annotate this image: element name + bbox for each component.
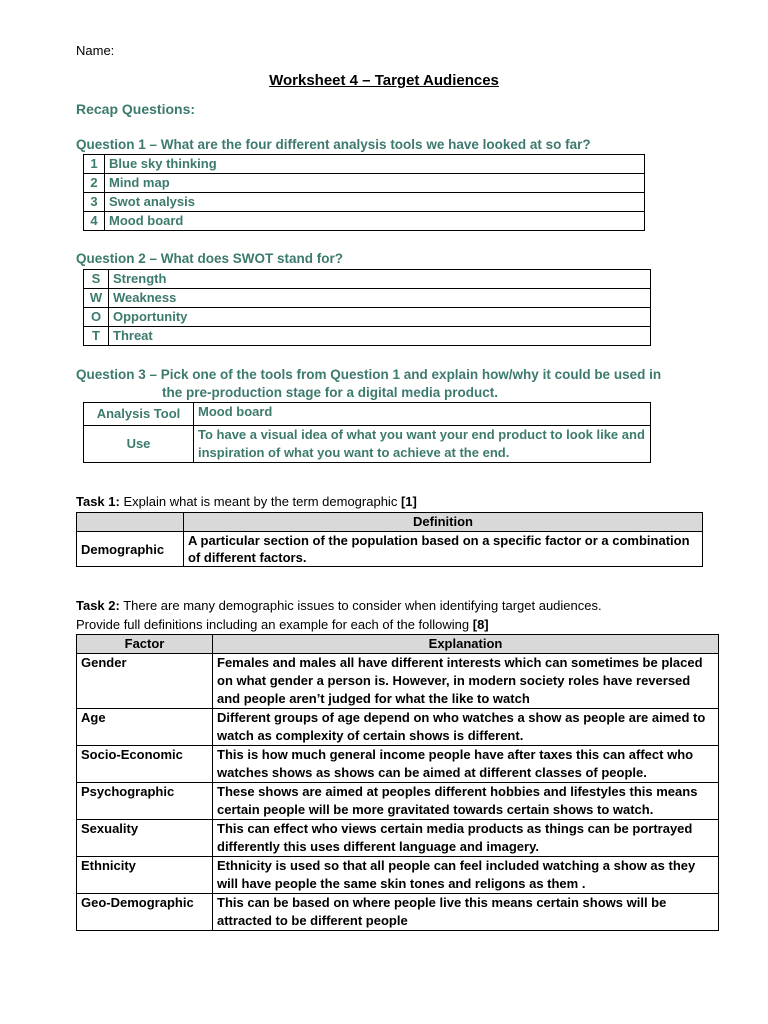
use-value: To have a visual idea of what you want your end product to look like and inspiration of what you want to achieve at the end. (194, 426, 651, 463)
table-row (84, 308, 651, 327)
factor-cell: Ethnicity (77, 857, 213, 894)
row-letter: W (84, 289, 109, 308)
row-number: 3 (84, 193, 105, 212)
question-3-table (83, 402, 651, 463)
table-row (77, 783, 719, 820)
table-row (84, 270, 651, 289)
table-row (77, 532, 703, 567)
empty-header-cell (77, 513, 184, 532)
definition-header: Definition (184, 513, 703, 532)
answer-cell: Blue sky thinking (105, 155, 645, 174)
explanation-cell: Females and males all have different interests which can sometimes be placed on what gender a person is. However, in modern society roles have reversed and people aren’t judged for what the like to watch (213, 654, 719, 709)
table-row (84, 193, 645, 212)
answer-cell: Mood board (105, 212, 645, 231)
answer-cell: Weakness (109, 289, 651, 308)
worksheet-title: Worksheet 4 – Target Audiences (269, 72, 499, 89)
explanation-cell: This can effect who views certain media products as things can be portrayed differently this uses different language and imagery. (213, 820, 719, 857)
explanation-cell: Different groups of age depend on who watches a show as people are aimed to watch as complexity of certain shows is different. (213, 709, 719, 746)
analysis-tool-value: Mood board (194, 403, 651, 426)
recap-heading: Recap Questions: (76, 101, 196, 117)
name-label: Name: (76, 43, 115, 58)
task-2-text-2: Provide full definitions including an example for each of the following (76, 617, 473, 632)
answer-cell: Mind map (105, 174, 645, 193)
factor-header: Factor (77, 635, 213, 654)
use-label: Use (84, 426, 194, 463)
table-header-row (77, 513, 703, 532)
task-1-text: Explain what is meant by the term demographic (119, 494, 401, 509)
table-row (84, 174, 645, 193)
task-1-label: Task 1: (76, 494, 120, 509)
task-1-prompt (76, 492, 417, 511)
explanation-cell: This is how much general income people have after taxes this can affect who watches shows as shows can be aimed at different classes of people. (213, 746, 719, 783)
factor-cell: Age (77, 709, 213, 746)
row-number: 4 (84, 212, 105, 231)
row-letter: T (84, 327, 109, 346)
task-2-label: Task 2: (76, 598, 120, 613)
answer-cell: Opportunity (109, 308, 651, 327)
task-2-text: There are many demographic issues to consider when identifying target audiences. (119, 598, 602, 613)
explanation-cell: Ethnicity is used so that all people can feel included watching a show as they will have people the same skin tones and religons as them . (213, 857, 719, 894)
factor-cell: Geo-Demographic (77, 894, 213, 931)
analysis-tool-label: Analysis Tool (84, 403, 194, 426)
task-1-table (76, 512, 703, 567)
table-row (77, 820, 719, 857)
explanation-header: Explanation (213, 635, 719, 654)
question-3 (76, 366, 661, 402)
table-row (84, 327, 651, 346)
task-1-marks: [1] (400, 494, 417, 509)
table-row (77, 857, 719, 894)
table-row (84, 212, 645, 231)
factor-cell: Psychographic (77, 783, 213, 820)
table-row (84, 426, 651, 463)
row-number: 2 (84, 174, 105, 193)
explanation-cell: These shows are aimed at peoples different hobbies and lifestyles this means certain people will be more gravitated towards certain shows to watch. (213, 783, 719, 820)
row-letter: O (84, 308, 109, 327)
table-row (77, 654, 719, 709)
table-header-row (77, 635, 719, 654)
question-1-table (83, 154, 645, 231)
row-letter: S (84, 270, 109, 289)
table-row (84, 155, 645, 174)
table-row (77, 709, 719, 746)
demographic-label: Demographic (77, 532, 184, 567)
table-row (84, 403, 651, 426)
factor-cell: Socio-Economic (77, 746, 213, 783)
table-row (84, 289, 651, 308)
task-2-marks: [8] (472, 617, 489, 632)
table-row (77, 894, 719, 931)
question-2-table (83, 269, 651, 346)
explanation-cell: This can be based on where people live this means certain shows will be attracted to be different people (213, 894, 719, 931)
row-number: 1 (84, 155, 105, 174)
factor-cell: Gender (77, 654, 213, 709)
table-row (77, 746, 719, 783)
question-3-line-1: Question 3 – Pick one of the tools from Question 1 and explain how/why it could be used in (76, 367, 662, 382)
demographic-definition: A particular section of the population based on a specific factor or a combination of different factors. (184, 532, 703, 567)
question-2: Question 2 – What does SWOT stand for? (76, 251, 344, 266)
factor-cell: Sexuality (77, 820, 213, 857)
answer-cell: Threat (109, 327, 651, 346)
question-1: Question 1 – What are the four different analysis tools we have looked at so far? (76, 137, 591, 152)
answer-cell: Strength (109, 270, 651, 289)
answer-cell: Swot analysis (105, 193, 645, 212)
question-3-line-2: the pre-production stage for a digital media product. (162, 385, 499, 400)
task-2-prompt (76, 596, 602, 634)
task-2-table (76, 634, 719, 931)
